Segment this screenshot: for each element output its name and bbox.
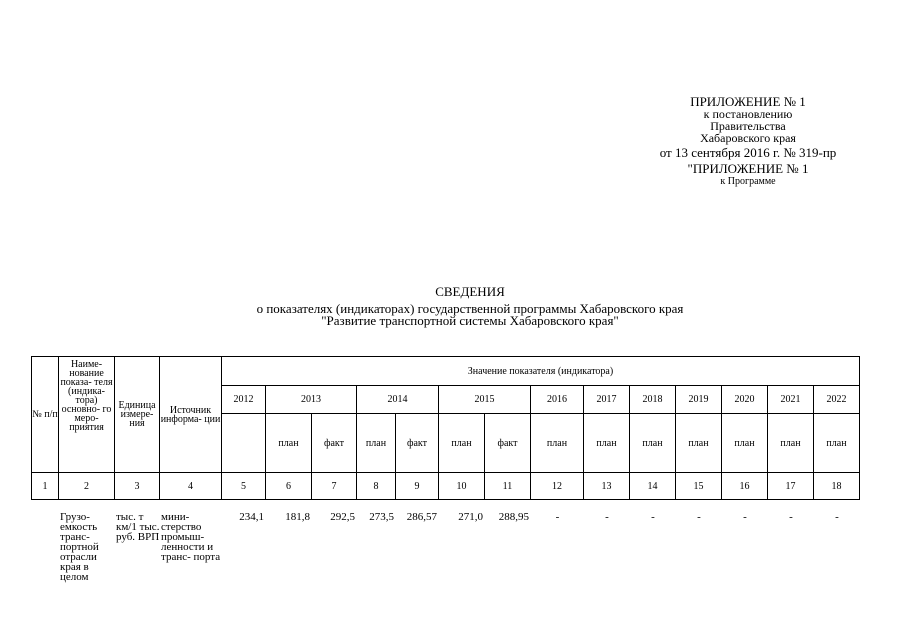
column-number: 11 [485,473,531,500]
header-plan: план [357,414,396,473]
header-indicator-name: Наиме- нование показа- теля (индика- тора) основно- го меро- приятия [59,357,115,473]
row-source: мини- стерство промыш- ленности и транс- порта [161,511,221,563]
column-number: 13 [584,473,630,500]
row-value: 234,1 [239,511,264,523]
indicator-data-row [31,512,860,582]
appendix-line: к постановлению [703,107,793,121]
header-plan: план [814,414,860,473]
appendix-title: ПРИЛОЖЕНИЕ № 1 [690,94,806,109]
header-year: 2015 [439,386,531,414]
row-value: - [743,511,747,523]
header-plan: план [439,414,485,473]
header-values: Значение показателя (индикатора) [222,357,860,386]
row-value: - [789,511,793,523]
column-number: 12 [531,473,584,500]
row-value: 292,5 [330,511,355,523]
header-plan: план [676,414,722,473]
row-value: - [835,511,839,523]
header-source: Источник информа- ции [160,357,222,473]
appendix-program: к Программе [720,176,776,187]
appendix-line: Хабаровского края [700,131,796,145]
header-plan: план [584,414,630,473]
header-year: 2012 [222,386,266,414]
header-empty [222,414,266,473]
column-number: 16 [722,473,768,500]
header-year: 2018 [630,386,676,414]
row-indicator-name: Грузо- емкость транс- портной отрасли края в целом [60,511,99,583]
header-year: 2017 [584,386,630,414]
header-year: 2019 [676,386,722,414]
column-number: 7 [312,473,357,500]
column-number: 10 [439,473,485,500]
column-number: 17 [768,473,814,500]
column-number: 1 [32,473,59,500]
column-number: 8 [357,473,396,500]
row-num [31,512,59,582]
header-year: 2021 [768,386,814,414]
header-fact: факт [396,414,439,473]
document-title: СВЕДЕНИЯ [435,284,505,299]
header-plan: план [722,414,768,473]
header-plan: план [768,414,814,473]
header-year: 2020 [722,386,768,414]
column-numbers-row [32,473,860,500]
appendix-line: Правительства [710,119,786,133]
column-number: 2 [59,473,115,500]
indicators-table [31,356,860,500]
header-year: 2014 [357,386,439,414]
column-number: 15 [676,473,722,500]
column-number: 6 [266,473,312,500]
row-unit: тыс. т км/1 тыс. руб. ВРП [116,511,160,543]
header-plan: план [266,414,312,473]
row-value: - [555,511,560,523]
column-number: 9 [396,473,439,500]
appendix-subtitle: "ПРИЛОЖЕНИЕ № 1 [687,161,809,176]
header-num: № п/п [32,357,59,473]
row-value: 288,95 [498,511,529,523]
row-value: 286,57 [406,511,437,523]
document-subtitle: о показателях (индикаторах) государственной программы Хабаровского края [256,301,684,316]
header-unit: Единица измере- ния [115,357,160,473]
row-value: 181,8 [285,511,310,523]
row-value: - [651,511,655,523]
row-value: - [605,511,609,523]
header-fact: факт [485,414,531,473]
header-year: 2016 [531,386,584,414]
appendix-date: от 13 сентября 2016 г. № 319-пр [659,145,837,160]
header-plan: план [630,414,676,473]
document-program-name: "Развитие транспортной системы Хабаровского края" [321,313,619,328]
column-number: 3 [115,473,160,500]
header-plan: план [531,414,584,473]
appendix-block [600,96,896,188]
column-number: 18 [814,473,860,500]
header-year: 2013 [266,386,357,414]
document-heading [220,284,720,327]
row-value: - [697,511,701,523]
header-year: 2022 [814,386,860,414]
column-number: 5 [222,473,266,500]
row-value: 273,5 [369,511,394,523]
column-number: 4 [160,473,222,500]
row-value: 271,0 [458,511,483,523]
header-fact: факт [312,414,357,473]
column-number: 14 [630,473,676,500]
table-row [31,512,860,582]
